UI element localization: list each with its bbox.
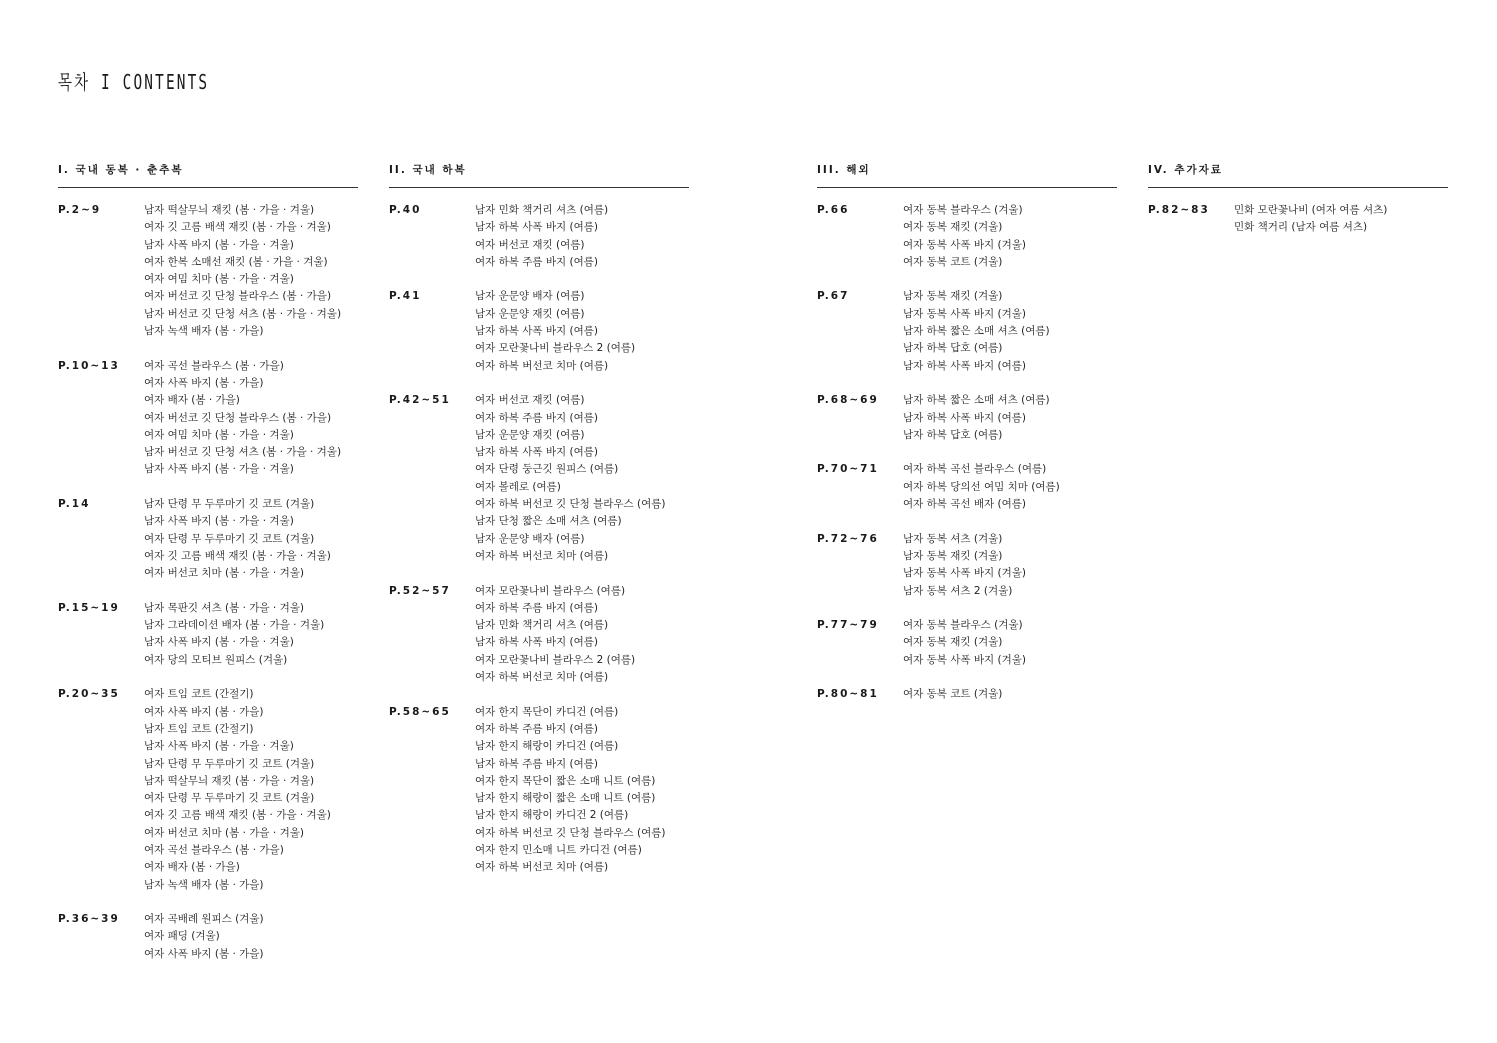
section-appendix (1148, 162, 1448, 254)
toc-item: 여자 하복 버선코 치마 (여름) (475, 671, 609, 684)
section-title: III. 해외 (817, 164, 871, 176)
toc-item: 남자 떡살무늬 재킷 (봄 · 가을 · 겨울) (144, 204, 315, 216)
page-range: P.52~57 (389, 584, 451, 597)
page-range: P.10~13 (58, 359, 120, 372)
toc-group (389, 202, 689, 271)
toc-group (817, 288, 1117, 374)
section-title: I. 국내 동복 · 춘추복 (58, 164, 184, 176)
toc-item: 여자 하복 주름 바지 (여름) (475, 411, 598, 424)
toc-item: 여자 동복 코트 (겨울) (903, 255, 1003, 268)
toc-item: 여자 사폭 바지 (봄 · 가을) (144, 376, 264, 389)
page-range: P.36~39 (58, 913, 120, 926)
toc-item: 남자 하복 사폭 바지 (여름) (475, 221, 598, 234)
toc-item: 여자 단령 무 두루마기 깃 코트 (겨울) (144, 532, 315, 545)
toc-item: 여자 버선코 깃 단청 블라우스 (봄 · 가을) (144, 290, 332, 303)
toc-item: 여자 패딩 (겨울) (144, 930, 220, 943)
toc-item: 여자 여밈 치마 (봄 · 가을 · 겨울) (144, 428, 294, 441)
toc-item: 남자 녹색 배자 (봄 · 가을) (144, 878, 264, 891)
toc-item: 여자 단령 둥근깃 원피스 (여름) (475, 463, 619, 476)
toc-group (58, 600, 358, 669)
toc-item: 여자 하복 주름 바지 (여름) (475, 722, 598, 735)
toc-item: 여자 하복 주름 바지 (여름) (475, 255, 598, 268)
toc-item: 남자 버선코 깃 단청 셔츠 (봄 · 가을 · 겨울) (144, 446, 342, 459)
page-range: P.20~35 (58, 688, 120, 701)
toc-item: 민화 책거리 (남자 여름 셔츠) (1234, 221, 1368, 234)
toc-item: 남자 동복 셔츠 2 (겨울) (903, 584, 1013, 597)
page-range: P.40 (389, 204, 422, 216)
toc-item: 남자 운문양 재킷 (여름) (475, 428, 585, 441)
toc-group (817, 461, 1117, 513)
toc-item: 여자 하복 버선코 치마 (여름) (475, 549, 609, 562)
toc-item: 남자 한지 해랑이 카디건 (여름) (475, 740, 619, 753)
toc-item: 여자 하복 버선코 깃 단청 블라우스 (여름) (475, 498, 666, 511)
toc-group (817, 531, 1117, 600)
page-range: P.58~65 (389, 705, 451, 718)
toc-item: 여자 버선코 깃 단청 블라우스 (봄 · 가을) (144, 411, 332, 424)
toc-group (817, 202, 1117, 271)
page-range: P.68~69 (817, 394, 879, 407)
toc-item: 여자 버선코 치마 (봄 · 가을 · 겨울) (144, 567, 304, 580)
section-title: IV. 추가자료 (1148, 164, 1223, 176)
toc-item: 여자 깃 고름 배색 재킷 (봄 · 가을 · 겨울) (144, 549, 331, 562)
page-range: P.80~81 (817, 688, 879, 701)
toc-item: 남자 민화 책거리 셔츠 (여름) (475, 619, 609, 632)
toc-item: 남자 운문양 재킷 (여름) (475, 307, 585, 320)
page-range: P.82~83 (1148, 204, 1210, 216)
toc-item: 여자 모란꽃나비 블라우스 2 (여름) (475, 342, 636, 355)
toc-group (389, 288, 689, 374)
toc-group (58, 911, 358, 963)
toc-item: 여자 곡선 블라우스 (봄 · 가을) (144, 843, 284, 856)
toc-group (817, 617, 1117, 669)
toc-item: 여자 사폭 바지 (봄 · 가을) (144, 947, 264, 960)
toc-item: 여자 깃 고름 배색 재킷 (봄 · 가을 · 겨울) (144, 809, 331, 822)
toc-item: 남자 떡살무늬 재킷 (봄 · 가을 · 겨울) (144, 774, 315, 787)
toc-item: 여자 배자 (봄 · 가을) (144, 861, 240, 874)
toc-item: 여자 트임 코트 (간절기) (144, 688, 254, 701)
toc-group (1148, 202, 1448, 237)
toc-item: 여자 한복 소매선 재킷 (봄 · 가을 · 겨울) (144, 255, 328, 268)
page-range: P.66 (817, 204, 850, 216)
toc-item: 여자 동복 재킷 (겨울) (903, 636, 1003, 649)
toc-item: 여자 배자 (봄 · 가을) (144, 394, 240, 407)
page-range: P.14 (58, 498, 91, 511)
toc-item: 남자 하복 짧은 소매 셔츠 (여름) (903, 325, 1050, 338)
toc-item: 여자 단령 무 두루마기 깃 코트 (겨울) (144, 792, 315, 805)
toc-item: 여자 동복 블라우스 (겨울) (903, 619, 1023, 632)
toc-item: 여자 하복 당의선 여밈 치마 (여름) (903, 480, 1060, 493)
toc-item: 남자 단청 짧은 소매 셔츠 (여름) (475, 515, 622, 528)
toc-item: 남자 동복 재킷 (겨울) (903, 549, 1003, 562)
toc-item: 여자 동복 사폭 바지 (겨울) (903, 653, 1026, 666)
toc-group (389, 583, 689, 687)
toc-item: 여자 볼레로 (여름) (475, 480, 561, 493)
toc-item: 남자 한지 해랑이 카디건 2 (여름) (475, 809, 629, 822)
toc-item: 여자 깃 고름 배색 재킷 (봄 · 가을 · 겨울) (144, 221, 331, 234)
toc-item: 여자 하복 버선코 치마 (여름) (475, 861, 609, 874)
toc-item: 남자 단령 무 두루마기 깃 코트 (겨울) (144, 757, 315, 770)
page-range: P.42~51 (389, 394, 451, 407)
section-divider (1148, 187, 1448, 188)
toc-item: 남자 하복 사폭 바지 (여름) (903, 359, 1026, 372)
toc-item: 여자 하복 곡선 배자 (여름) (903, 498, 1026, 511)
toc-item: 남자 트임 코트 (간절기) (144, 722, 254, 735)
toc-item: 여자 버선코 재킷 (여름) (475, 238, 585, 251)
toc-group (58, 358, 358, 479)
toc-item: 여자 동복 사폭 바지 (겨울) (903, 238, 1026, 251)
toc-item: 남자 하복 사폭 바지 (여름) (475, 446, 598, 459)
toc-item: 남자 단령 무 두루마기 깃 코트 (겨울) (144, 498, 315, 511)
toc-item: 남자 하복 짧은 소매 셔츠 (여름) (903, 394, 1050, 407)
toc-group (817, 686, 1117, 703)
toc-group (58, 686, 358, 894)
toc-item: 여자 모란꽃나비 블라우스 2 (여름) (475, 653, 636, 666)
toc-item: 남자 사폭 바지 (봄 · 가을 · 겨울) (144, 463, 294, 476)
toc-item: 남자 버선코 깃 단청 셔츠 (봄 · 가을 · 겨울) (144, 307, 342, 320)
toc-item: 남자 사폭 바지 (봄 · 가을 · 겨울) (144, 515, 294, 528)
toc-item: 여자 하복 곡선 블라우스 (여름) (903, 463, 1047, 476)
toc-item: 남자 하복 주름 바지 (여름) (475, 757, 598, 770)
toc-item: 여자 곡선 블라우스 (봄 · 가을) (144, 359, 284, 372)
toc-item: 남자 한지 해랑이 짧은 소매 니트 (여름) (475, 792, 656, 805)
toc-item: 여자 사폭 바지 (봄 · 가을) (144, 705, 264, 718)
page-range: P.41 (389, 290, 422, 303)
toc-item: 남자 목판깃 셔츠 (봄 · 가을 · 겨울) (144, 601, 304, 614)
toc-item: 남자 그라데이션 배자 (봄 · 가을 · 겨울) (144, 619, 325, 632)
toc-item: 여자 곡배례 원피스 (겨울) (144, 913, 264, 926)
toc-item: 여자 동복 코트 (겨울) (903, 688, 1003, 701)
toc-group (389, 704, 689, 877)
toc-item: 여자 버선코 재킷 (여름) (475, 394, 585, 407)
toc-item: 여자 동복 블라우스 (겨울) (903, 204, 1023, 216)
toc-item: 여자 하복 버선코 치마 (여름) (475, 359, 609, 372)
page-range: P.72~76 (817, 532, 879, 545)
page-range: P.70~71 (817, 463, 879, 476)
toc-item: 여자 여밈 치마 (봄 · 가을 · 겨울) (144, 273, 294, 286)
toc-item: 여자 모란꽃나비 블라우스 (여름) (475, 584, 626, 597)
toc-item: 남자 사폭 바지 (봄 · 가을 · 겨울) (144, 740, 294, 753)
toc-group (817, 392, 1117, 444)
toc-item: 남자 동복 셔츠 (겨울) (903, 532, 1003, 545)
section-domestic-winter (58, 162, 358, 980)
toc-item: 남자 동복 재킷 (겨울) (903, 290, 1003, 303)
toc-item: 남자 사폭 바지 (봄 · 가을 · 겨울) (144, 636, 294, 649)
toc-item: 여자 하복 주름 바지 (여름) (475, 601, 598, 614)
toc-item: 민화 모란꽃나비 (여자 여름 셔츠) (1234, 204, 1388, 216)
toc-item: 남자 민화 책거리 셔츠 (여름) (475, 204, 609, 216)
toc-item: 남자 동복 사폭 바지 (겨울) (903, 567, 1026, 580)
toc-item: 남자 하복 답호 (여름) (903, 342, 1003, 355)
page-range: P.2~9 (58, 204, 102, 216)
section-divider (817, 187, 1117, 188)
toc-item: 남자 운문양 배자 (여름) (475, 532, 585, 545)
toc-item: 남자 사폭 바지 (봄 · 가을 · 겨울) (144, 238, 294, 251)
toc-item: 여자 한지 목단이 카디건 (여름) (475, 705, 619, 718)
section-divider (389, 187, 689, 188)
toc-group (389, 392, 689, 565)
section-overseas (817, 162, 1117, 721)
toc-item: 남자 하복 사폭 바지 (여름) (903, 411, 1026, 424)
toc-item: 여자 한지 목단이 짧은 소매 니트 (여름) (475, 774, 656, 787)
toc-group (58, 496, 358, 582)
section-domestic-summer (389, 162, 689, 894)
toc-item: 여자 버선코 치마 (봄 · 가을 · 겨울) (144, 826, 304, 839)
toc-item: 여자 당의 모티브 원피스 (겨울) (144, 653, 288, 666)
section-title: II. 국내 하복 (389, 164, 467, 176)
toc-group (58, 202, 358, 340)
page-range: P.15~19 (58, 601, 120, 614)
toc-item: 여자 하복 버선코 깃 단청 블라우스 (여름) (475, 826, 666, 839)
toc-item: 남자 녹색 배자 (봄 · 가을) (144, 325, 264, 338)
toc-item: 여자 한지 민소매 니트 카디건 (여름) (475, 843, 642, 856)
page-range: P.67 (817, 290, 850, 303)
page-title: 목차 I CONTENTS (58, 70, 210, 94)
toc-item: 남자 하복 사폭 바지 (여름) (475, 325, 598, 338)
page-range: P.77~79 (817, 619, 879, 632)
toc-item: 남자 하복 사폭 바지 (여름) (475, 636, 598, 649)
toc-item: 남자 운문양 배자 (여름) (475, 290, 585, 303)
toc-item: 남자 동복 사폭 바지 (겨울) (903, 307, 1026, 320)
section-divider (58, 187, 358, 188)
toc-item: 여자 동복 재킷 (겨울) (903, 221, 1003, 234)
toc-item: 남자 하복 답호 (여름) (903, 428, 1003, 441)
